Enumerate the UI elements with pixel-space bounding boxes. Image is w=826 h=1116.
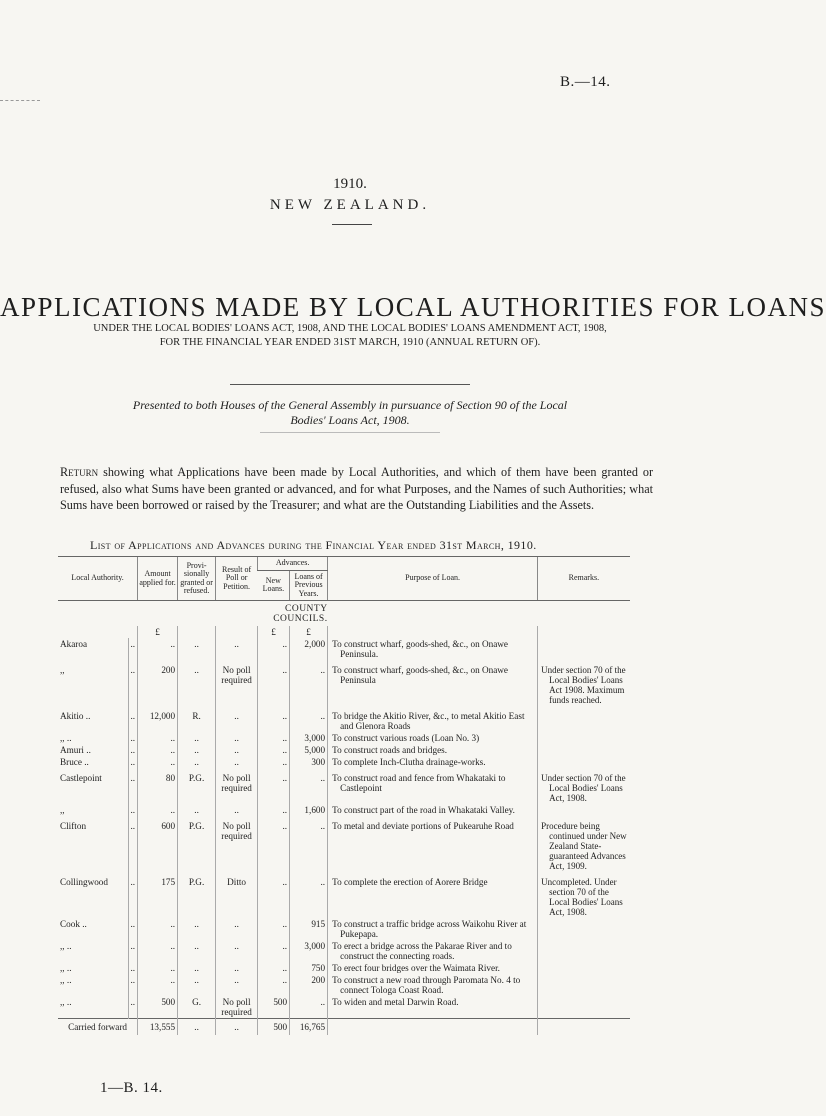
header-remarks: Remarks. xyxy=(538,557,630,601)
presented-line-1: Presented to both Houses of the General Assembly in pursuance of Section 90 of the Local xyxy=(132,398,568,412)
cell-result: .. xyxy=(216,706,258,732)
cell-prev: 200 xyxy=(290,974,328,996)
page-footer: 1—B. 14. xyxy=(100,1080,163,1096)
document-reference: B.—14. xyxy=(560,74,611,90)
cell-prov: G. xyxy=(178,996,216,1019)
cell-purpose: To construct a new road through Paromata No. 4 to connect Tologa Coast Road. xyxy=(328,974,538,996)
table-row xyxy=(58,638,630,660)
cell-dots: .. xyxy=(128,974,138,996)
cell-result: No poll required xyxy=(216,768,258,804)
carried-forward-row xyxy=(58,1019,630,1036)
header-purpose: Purpose of Loan. xyxy=(328,557,538,601)
cell-result: .. xyxy=(216,638,258,660)
table-row xyxy=(58,996,630,1019)
table-row xyxy=(58,744,630,756)
cell-amount: 80 xyxy=(138,768,178,804)
cell-authority: ,, xyxy=(60,665,65,676)
cell-result: .. xyxy=(216,962,258,974)
cell-dots: .. xyxy=(128,804,138,816)
cell-remarks xyxy=(538,706,630,732)
header-amount: Amount applied for. xyxy=(138,557,178,601)
presented-line-2: Bodies' Loans Act, 1908. xyxy=(290,413,410,427)
cell-authority: ,, .. xyxy=(60,963,72,974)
cell-purpose: To complete Inch-Clutha drainage-works. xyxy=(328,756,538,768)
cell-new: .. xyxy=(258,744,290,756)
cell-remarks xyxy=(538,940,630,962)
return-text: showing what Applications have been made by Local Authorities, and which of them have been granted or refused, also what Sums have been granted or advanced, and for what Purposes, and the Names of such Authorities; what Sums have been borrowed or raised by the Treasurer; and what are the Outstanding Liabilities and the Assets. xyxy=(60,465,654,512)
cell-prov: .. xyxy=(178,940,216,962)
header-result: Result of Poll or Petition. xyxy=(216,557,258,601)
header-advances: Advances. xyxy=(258,557,328,571)
list-heading: List of Applications and Advances during the Financial Year ended 31st March, 1910. xyxy=(90,538,537,552)
cell-prev: .. xyxy=(290,996,328,1019)
header-authority: Local Authority. xyxy=(58,557,138,601)
cell-amount: .. xyxy=(138,918,178,940)
cell-amount: .. xyxy=(138,804,178,816)
cell-dots: .. xyxy=(128,706,138,732)
cell-prov: .. xyxy=(178,756,216,768)
scan-mark xyxy=(0,100,40,101)
cell-dots: .. xyxy=(128,996,138,1019)
table-row xyxy=(58,732,630,744)
cell-remarks xyxy=(538,804,630,816)
cell-amount: .. xyxy=(138,744,178,756)
total-label: Carried forward xyxy=(58,1019,138,1036)
cell-dots: .. xyxy=(128,940,138,962)
table-row xyxy=(58,816,630,872)
cell-amount: .. xyxy=(138,940,178,962)
cell-dots: .. xyxy=(128,872,138,918)
cell-purpose: To bridge the Akitio River, &c., to metal Akitio East and Glenora Roads xyxy=(328,706,538,732)
cell-amount: .. xyxy=(138,962,178,974)
section-heading: COUNTY COUNCILS. xyxy=(273,604,328,625)
cell-new: .. xyxy=(258,732,290,744)
cell-new: .. xyxy=(258,706,290,732)
cell-result: .. xyxy=(216,744,258,756)
cell-purpose: To construct a traffic bridge across Waikohu River at Pukepapa. xyxy=(328,918,538,940)
cell-new: .. xyxy=(258,816,290,872)
cell-new: .. xyxy=(258,872,290,918)
cell-prov: P.G. xyxy=(178,768,216,804)
cell-remarks xyxy=(538,638,630,660)
cell-remarks: Under section 70 of the Local Bodies' Loans Act 1908. Maximum funds reached. xyxy=(538,660,630,706)
cell-prov: P.G. xyxy=(178,872,216,918)
cell-prev: 3,000 xyxy=(290,732,328,744)
cell-prev: .. xyxy=(290,660,328,706)
cell-prev: .. xyxy=(290,706,328,732)
cell-remarks xyxy=(538,732,630,744)
cell-remarks xyxy=(538,756,630,768)
cell-result: Ditto xyxy=(216,872,258,918)
cell-purpose: To complete the erection of Aorere Bridge xyxy=(328,872,538,918)
cell-amount: .. xyxy=(138,756,178,768)
cell-dots: .. xyxy=(128,638,138,660)
subtitle-line-2: FOR THE FINANCIAL YEAR ENDED 31ST MARCH, 1910 (ANNUAL RETURN OF). xyxy=(159,337,541,348)
cell-result: No poll required xyxy=(216,996,258,1019)
cell-remarks xyxy=(538,996,630,1019)
cell-prev: 2,000 xyxy=(290,638,328,660)
cell-result: No poll required xyxy=(216,816,258,872)
table-row xyxy=(58,804,630,816)
year: 1910. xyxy=(333,176,367,192)
return-paragraph xyxy=(60,464,653,514)
cell-dots: .. xyxy=(128,732,138,744)
total-prev: 16,765 xyxy=(290,1019,328,1036)
cell-new: .. xyxy=(258,756,290,768)
cell-prov: .. xyxy=(178,974,216,996)
cell-amount: .. xyxy=(138,732,178,744)
total-amount: 13,555 xyxy=(138,1019,178,1036)
total-result: .. xyxy=(216,1019,258,1036)
cell-prev: 915 xyxy=(290,918,328,940)
table-row xyxy=(58,660,630,706)
cell-new: .. xyxy=(258,768,290,804)
cell-amount: .. xyxy=(138,638,178,660)
cell-result: .. xyxy=(216,732,258,744)
cell-purpose: To metal and deviate portions of Pukearuhe Road xyxy=(328,816,538,872)
cell-prev: 1,600 xyxy=(290,804,328,816)
cell-remarks xyxy=(538,962,630,974)
cell-new: .. xyxy=(258,660,290,706)
cell-prov: .. xyxy=(178,962,216,974)
cell-amount: 200 xyxy=(138,660,178,706)
header-provisional: Provi- sionally granted or refused. xyxy=(178,557,216,601)
cell-authority: Castlepoint xyxy=(60,773,102,784)
cell-prev: 5,000 xyxy=(290,744,328,756)
cell-remarks xyxy=(538,744,630,756)
cell-purpose: To construct road and fence from Whakataki to Castlepoint xyxy=(328,768,538,804)
divider xyxy=(332,224,372,225)
table-row xyxy=(58,918,630,940)
cell-prov: .. xyxy=(178,732,216,744)
currency-prev: £ xyxy=(290,626,328,638)
cell-result: .. xyxy=(216,918,258,940)
cell-prev: 750 xyxy=(290,962,328,974)
cell-prev: 300 xyxy=(290,756,328,768)
table-row xyxy=(58,706,630,732)
return-first-word: Return xyxy=(60,465,99,479)
cell-dots: .. xyxy=(128,756,138,768)
cell-new: .. xyxy=(258,804,290,816)
cell-purpose: To construct various roads (Loan No. 3) xyxy=(328,732,538,744)
cell-prov: .. xyxy=(178,638,216,660)
cell-dots: .. xyxy=(128,918,138,940)
cell-new: .. xyxy=(258,940,290,962)
cell-dots: .. xyxy=(128,816,138,872)
cell-result: .. xyxy=(216,756,258,768)
country: NEW ZEALAND. xyxy=(269,197,431,213)
cell-prov: P.G. xyxy=(178,816,216,872)
cell-prev: .. xyxy=(290,872,328,918)
cell-authority: Cook .. xyxy=(60,919,87,930)
cell-purpose: To erect four bridges over the Waimata River. xyxy=(328,962,538,974)
cell-authority: ,, .. xyxy=(60,997,72,1008)
cell-prov: .. xyxy=(178,918,216,940)
cell-prev: 3,000 xyxy=(290,940,328,962)
subtitle-line-1: UNDER THE LOCAL BODIES' LOANS ACT, 1908, AND THE LOCAL BODIES' LOANS AMENDMENT ACT, 1908, xyxy=(93,323,607,334)
cell-authority: ,, .. xyxy=(60,975,72,986)
cell-authority: Collingwood xyxy=(60,877,108,888)
total-prov: .. xyxy=(178,1019,216,1036)
cell-new: .. xyxy=(258,918,290,940)
cell-remarks xyxy=(538,974,630,996)
cell-amount: 175 xyxy=(138,872,178,918)
cell-prev: .. xyxy=(290,768,328,804)
divider xyxy=(230,384,470,385)
cell-prov: R. xyxy=(178,706,216,732)
currency-new: £ xyxy=(258,626,290,638)
table-row xyxy=(58,974,630,996)
cell-amount: 12,000 xyxy=(138,706,178,732)
cell-prov: .. xyxy=(178,744,216,756)
cell-remarks: Under section 70 of the Local Bodies' Loans Act, 1908. xyxy=(538,768,630,804)
cell-amount: 600 xyxy=(138,816,178,872)
cell-new: .. xyxy=(258,974,290,996)
cell-new: 500 xyxy=(258,996,290,1019)
cell-authority: Clifton xyxy=(60,821,87,832)
cell-result: .. xyxy=(216,974,258,996)
page-title: APPLICATIONS MADE BY LOCAL AUTHORITIES FOR LOANS xyxy=(0,292,826,322)
cell-remarks: Procedure being continued under New Zealand State-guaranteed Advances Act, 1909. xyxy=(538,816,630,872)
cell-authority: Amuri .. xyxy=(60,745,91,756)
cell-authority: ,, .. xyxy=(60,941,72,952)
cell-authority: ,, xyxy=(60,805,65,816)
table-row xyxy=(58,962,630,974)
cell-purpose: To construct wharf, goods-shed, &c., on Onawe Peninsula. xyxy=(328,638,538,660)
table-row xyxy=(58,768,630,804)
cell-new: .. xyxy=(258,962,290,974)
cell-prev: .. xyxy=(290,816,328,872)
cell-dots: .. xyxy=(128,660,138,706)
divider xyxy=(260,432,440,433)
cell-amount: 500 xyxy=(138,996,178,1019)
cell-prov: .. xyxy=(178,660,216,706)
cell-purpose: To construct wharf, goods-shed, &c., on Onawe Peninsula xyxy=(328,660,538,706)
currency-amount: £ xyxy=(138,626,178,638)
table-row xyxy=(58,940,630,962)
cell-authority: Bruce .. xyxy=(60,757,89,768)
cell-new: .. xyxy=(258,638,290,660)
total-new: 500 xyxy=(258,1019,290,1036)
applications-table xyxy=(58,556,630,1035)
cell-purpose: To construct part of the road in Whakataki Valley. xyxy=(328,804,538,816)
header-new-loans: New Loans. xyxy=(258,570,290,601)
cell-authority: Akaroa xyxy=(60,639,88,650)
cell-result: .. xyxy=(216,940,258,962)
cell-dots: .. xyxy=(128,768,138,804)
cell-remarks: Uncompleted. Under section 70 of the Local Bodies' Loans Act, 1908. xyxy=(538,872,630,918)
cell-result: No poll required xyxy=(216,660,258,706)
table-row xyxy=(58,756,630,768)
cell-result: .. xyxy=(216,804,258,816)
cell-authority: ,, .. xyxy=(60,733,72,744)
cell-purpose: To erect a bridge across the Pakarae River and to construct the connecting roads. xyxy=(328,940,538,962)
cell-amount: .. xyxy=(138,974,178,996)
table-row xyxy=(58,872,630,918)
header-previous-loans: Loans of Previous Years. xyxy=(290,570,328,601)
cell-remarks xyxy=(538,918,630,940)
cell-purpose: To construct roads and bridges. xyxy=(328,744,538,756)
cell-purpose: To widen and metal Darwin Road. xyxy=(328,996,538,1019)
cell-dots: .. xyxy=(128,962,138,974)
cell-dots: .. xyxy=(128,744,138,756)
cell-authority: Akitio .. xyxy=(60,711,91,722)
cell-prov: .. xyxy=(178,804,216,816)
